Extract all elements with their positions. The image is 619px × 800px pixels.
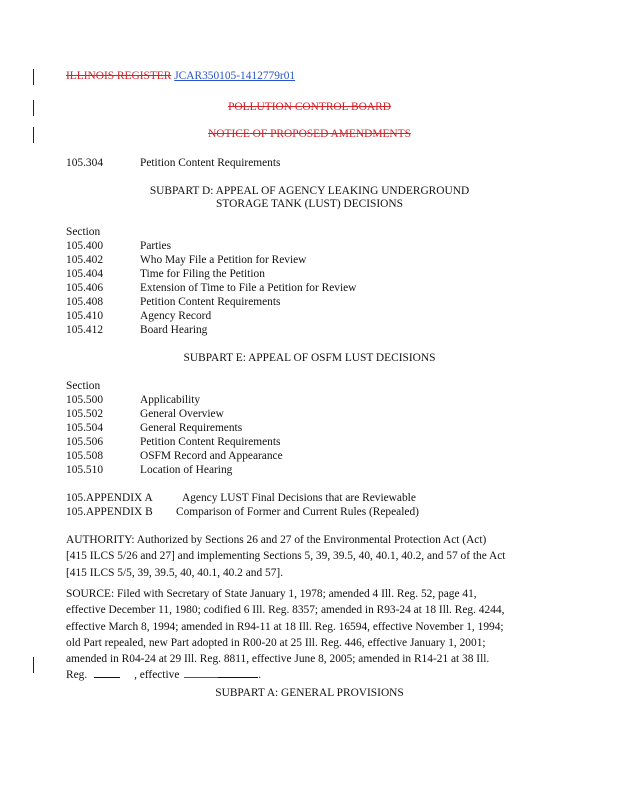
notice-title: NOTICE OF PROPOSED AMENDMENTS: [208, 128, 411, 140]
source-last-line: Reg. , effective .: [66, 669, 262, 682]
revision-bar: [33, 69, 34, 85]
running-header: [66, 70, 295, 82]
revision-bar: [33, 657, 34, 673]
section-row: 105.402 Who May File a Petition for Review: [66, 254, 307, 266]
section-row: 105.500 Applicability: [66, 394, 201, 406]
section-row: 105.506 Petition Content Requirements: [66, 436, 281, 448]
section-row: 105.410 Agency Record: [66, 310, 212, 322]
section-label: Section: [66, 226, 101, 238]
subpart-a-heading: SUBPART A: GENERAL PROVISIONS: [215, 687, 404, 699]
subpart-e-heading: SUBPART E: APPEAL OF OSFM LUST DECISIONS: [183, 352, 436, 364]
subpart-d-heading: SUBPART D: APPEAL OF AGENCY LEAKING UNDERGROUND STORAGE TANK (LUST) DECISIONS: [149, 185, 470, 210]
authority-paragraph: AUTHORITY: Authorized by Sections 26 and 27 of the Environmental Protection Act (Act) [415 ILCS 5/26 and 27] and implementing Sections 5, 39, 39.5, 40, 40.1, 40.2, and 57 of the Act [415 ILCS 5/5, 39, 39.5, 40, 40.1, 40.2 and 57].: [66, 534, 506, 579]
appendix-row: 105.APPENDIX A Agency LUST Final Decisions that are Reviewable: [66, 492, 416, 504]
section-row: 105.408 Petition Content Requirements: [66, 296, 281, 308]
section-row: 105.510 Location of Hearing: [66, 464, 233, 476]
section-label: Section: [66, 380, 101, 392]
section-row: 105.404 Time for Filing the Petition: [66, 268, 265, 280]
section-row: 105.504 General Requirements: [66, 422, 243, 434]
section-row: 105.406 Extension of Time to File a Petition for Review: [66, 282, 357, 294]
section-row: 105.508 OSFM Record and Appearance: [66, 450, 283, 462]
section-row: 105.502 General Overview: [66, 408, 224, 420]
section-row: 105.400 Parties: [66, 240, 172, 252]
effective-date-blank: [184, 667, 218, 678]
register-volume-blank: [94, 667, 120, 678]
source-paragraph: SOURCE: Filed with Secretary of State January 1, 1978; amended 4 Ill. Reg. 52, page 41, effective December 11, 1980; codified 6 Ill. Reg. 8357; amended in R93-24 at 18 Ill. Reg. 4244, effective March 8, 1994; amended in R94-11 at 18 Ill. Reg. 16594, effective November 1, 1994; old Part repealed, new Part adopted in R00-20 at 25 Ill. Reg. 446, effective January 1, 2001; amended in R04-24 at 29 Ill. Reg. 8811, effective June 8, 2005; amended in R14-21 at 38 Ill. Reg. , effective .: [66, 586, 538, 684]
section-row: 105.412 Board Hearing: [66, 324, 208, 336]
board-name: POLLUTION CONTROL BOARD: [228, 101, 391, 113]
document-code: JCAR350105-1412779r01: [174, 70, 296, 82]
appendix-row: 105.APPENDIX B Comparison of Former and Current Rules (Repealed): [66, 506, 419, 518]
effective-date-blank-tail: [218, 667, 258, 678]
section-row: 105.304 Petition Content Requirements: [66, 157, 281, 169]
register-title-struck: ILLINOIS REGISTER: [66, 70, 172, 82]
